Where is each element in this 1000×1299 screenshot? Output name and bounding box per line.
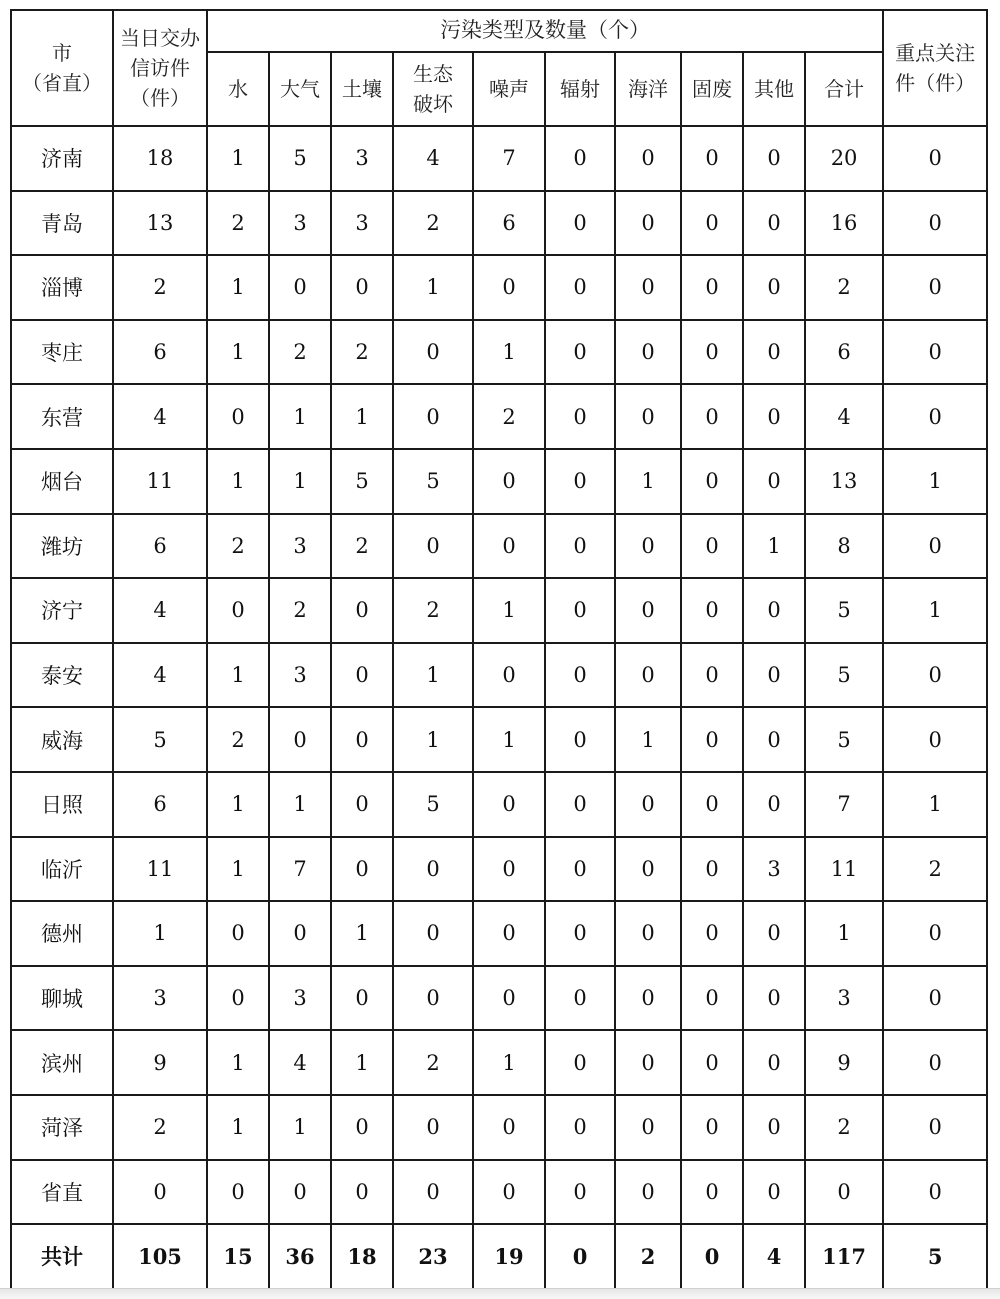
focus-count-cell: 0 — [883, 643, 987, 708]
type-count-cell: 6 — [805, 320, 883, 385]
header-row-1 — [11, 10, 987, 52]
type-count-cell: 0 — [545, 772, 615, 837]
type-count-cell: 0 — [615, 1095, 681, 1160]
type-count-cell: 0 — [681, 1160, 743, 1225]
type-count-cell: 0 — [331, 1160, 393, 1225]
header-type: 辐射 — [545, 52, 615, 126]
type-count-cell: 1 — [473, 1030, 545, 1095]
type-count-cell: 0 — [473, 1095, 545, 1160]
type-count-cell: 0 — [681, 837, 743, 902]
header-type: 合计 — [805, 52, 883, 126]
type-count-cell: 1 — [473, 320, 545, 385]
type-count-cell: 3 — [331, 126, 393, 191]
header-type: 土壤 — [331, 52, 393, 126]
type-count-cell: 23 — [393, 1224, 473, 1289]
table-row — [11, 901, 987, 966]
type-count-cell: 0 — [615, 772, 681, 837]
focus-count-cell: 0 — [883, 126, 987, 191]
header-type: 噪声 — [473, 52, 545, 126]
table-row — [11, 514, 987, 579]
type-count-cell: 1 — [473, 578, 545, 643]
type-count-cell: 0 — [615, 643, 681, 708]
type-count-cell: 0 — [393, 1160, 473, 1225]
city-cell: 临沂 — [11, 837, 113, 902]
type-count-cell: 2 — [473, 384, 545, 449]
type-count-cell: 5 — [393, 449, 473, 514]
type-count-cell: 4 — [743, 1224, 805, 1289]
type-count-cell: 2 — [393, 191, 473, 256]
daily-count-cell: 4 — [113, 578, 207, 643]
type-count-cell: 0 — [615, 320, 681, 385]
type-count-cell: 6 — [473, 191, 545, 256]
table-row — [11, 1095, 987, 1160]
type-count-cell: 0 — [473, 449, 545, 514]
type-count-cell: 1 — [743, 514, 805, 579]
type-count-cell: 0 — [331, 837, 393, 902]
type-count-cell: 0 — [681, 578, 743, 643]
daily-count-cell: 6 — [113, 772, 207, 837]
type-count-cell: 1 — [393, 643, 473, 708]
type-count-cell: 1 — [207, 320, 269, 385]
type-count-cell: 0 — [615, 1030, 681, 1095]
type-count-cell: 3 — [743, 837, 805, 902]
focus-count-cell: 0 — [883, 191, 987, 256]
type-count-cell: 0 — [681, 514, 743, 579]
type-count-cell: 1 — [207, 772, 269, 837]
page-bottom-edge — [0, 1288, 1000, 1299]
focus-count-cell: 0 — [883, 1160, 987, 1225]
type-count-cell: 0 — [743, 643, 805, 708]
type-count-cell: 0 — [545, 707, 615, 772]
table-row — [11, 1160, 987, 1225]
type-count-cell: 3 — [805, 966, 883, 1031]
focus-count-cell: 0 — [883, 514, 987, 579]
type-count-cell: 1 — [207, 449, 269, 514]
total-row — [11, 1224, 987, 1289]
type-count-cell: 5 — [269, 126, 331, 191]
type-count-cell: 36 — [269, 1224, 331, 1289]
type-count-cell: 1 — [207, 1030, 269, 1095]
focus-count-cell: 0 — [883, 901, 987, 966]
type-count-cell: 0 — [545, 191, 615, 256]
type-count-cell: 0 — [393, 1095, 473, 1160]
type-count-cell: 0 — [615, 126, 681, 191]
type-count-cell: 0 — [805, 1160, 883, 1225]
daily-count-cell: 0 — [113, 1160, 207, 1225]
type-count-cell: 0 — [743, 384, 805, 449]
type-count-cell: 19 — [473, 1224, 545, 1289]
type-count-cell: 0 — [393, 384, 473, 449]
type-count-cell: 0 — [545, 384, 615, 449]
city-cell: 共计 — [11, 1224, 113, 1289]
type-count-cell: 1 — [269, 772, 331, 837]
type-count-cell: 1 — [269, 384, 331, 449]
type-count-cell: 8 — [805, 514, 883, 579]
type-count-cell: 1 — [473, 707, 545, 772]
type-count-cell: 1 — [615, 449, 681, 514]
type-count-cell: 0 — [473, 255, 545, 320]
type-count-cell: 2 — [207, 707, 269, 772]
type-count-cell: 0 — [615, 514, 681, 579]
type-count-cell: 117 — [805, 1224, 883, 1289]
type-count-cell: 0 — [545, 966, 615, 1031]
type-count-cell: 0 — [615, 901, 681, 966]
city-cell: 德州 — [11, 901, 113, 966]
city-cell: 滨州 — [11, 1030, 113, 1095]
header-city: 市 （省直） — [11, 10, 113, 126]
type-count-cell: 0 — [331, 255, 393, 320]
type-count-cell: 0 — [615, 1160, 681, 1225]
type-count-cell: 0 — [681, 1095, 743, 1160]
focus-count-cell: 0 — [883, 255, 987, 320]
table-row — [11, 772, 987, 837]
city-cell: 日照 — [11, 772, 113, 837]
type-count-cell: 0 — [545, 126, 615, 191]
type-count-cell: 1 — [207, 643, 269, 708]
type-count-cell: 0 — [615, 384, 681, 449]
complaint-table — [10, 9, 988, 1290]
type-count-cell: 0 — [681, 320, 743, 385]
type-count-cell: 3 — [331, 191, 393, 256]
city-cell: 淄博 — [11, 255, 113, 320]
type-count-cell: 1 — [805, 901, 883, 966]
type-count-cell: 0 — [615, 191, 681, 256]
type-count-cell: 0 — [545, 1160, 615, 1225]
type-count-cell: 1 — [207, 1095, 269, 1160]
daily-count-cell: 105 — [113, 1224, 207, 1289]
type-count-cell: 0 — [743, 578, 805, 643]
type-count-cell: 0 — [615, 966, 681, 1031]
type-count-cell: 0 — [743, 966, 805, 1031]
type-count-cell: 11 — [805, 837, 883, 902]
city-cell: 聊城 — [11, 966, 113, 1031]
header-type: 生态 破坏 — [393, 52, 473, 126]
daily-count-cell: 13 — [113, 191, 207, 256]
type-count-cell: 0 — [681, 643, 743, 708]
type-count-cell: 0 — [545, 1224, 615, 1289]
type-count-cell: 0 — [331, 1095, 393, 1160]
type-count-cell: 0 — [743, 707, 805, 772]
type-count-cell: 2 — [207, 191, 269, 256]
type-count-cell: 0 — [545, 255, 615, 320]
type-count-cell: 1 — [393, 707, 473, 772]
city-cell: 烟台 — [11, 449, 113, 514]
table-row — [11, 320, 987, 385]
type-count-cell: 0 — [681, 707, 743, 772]
type-count-cell: 0 — [743, 1095, 805, 1160]
table-row — [11, 578, 987, 643]
type-count-cell: 0 — [331, 772, 393, 837]
daily-count-cell: 1 — [113, 901, 207, 966]
city-cell: 菏泽 — [11, 1095, 113, 1160]
header-focus: 重点关注 件（件） — [883, 10, 987, 126]
type-count-cell: 0 — [545, 449, 615, 514]
type-count-cell: 0 — [473, 772, 545, 837]
type-count-cell: 0 — [473, 643, 545, 708]
type-count-cell: 0 — [331, 966, 393, 1031]
type-count-cell: 0 — [743, 1030, 805, 1095]
type-count-cell: 0 — [615, 837, 681, 902]
type-count-cell: 0 — [393, 514, 473, 579]
type-count-cell: 2 — [331, 514, 393, 579]
type-count-cell: 0 — [207, 1160, 269, 1225]
type-count-cell: 0 — [393, 901, 473, 966]
daily-count-cell: 11 — [113, 449, 207, 514]
focus-count-cell: 2 — [883, 837, 987, 902]
type-count-cell: 0 — [743, 1160, 805, 1225]
type-count-cell: 7 — [805, 772, 883, 837]
type-count-cell: 0 — [331, 643, 393, 708]
city-cell: 青岛 — [11, 191, 113, 256]
city-cell: 潍坊 — [11, 514, 113, 579]
daily-count-cell: 2 — [113, 1095, 207, 1160]
type-count-cell: 0 — [207, 578, 269, 643]
type-count-cell: 0 — [743, 255, 805, 320]
header-type: 固废 — [681, 52, 743, 126]
type-count-cell: 0 — [615, 578, 681, 643]
type-count-cell: 0 — [207, 901, 269, 966]
type-count-cell: 9 — [805, 1030, 883, 1095]
focus-count-cell: 0 — [883, 1095, 987, 1160]
focus-count-cell: 1 — [883, 449, 987, 514]
type-count-cell: 1 — [207, 837, 269, 902]
type-count-cell: 0 — [473, 1160, 545, 1225]
type-count-cell: 4 — [393, 126, 473, 191]
focus-count-cell: 1 — [883, 578, 987, 643]
type-count-cell: 0 — [393, 320, 473, 385]
type-count-cell: 0 — [331, 578, 393, 643]
type-count-cell: 16 — [805, 191, 883, 256]
type-count-cell: 3 — [269, 643, 331, 708]
type-count-cell: 0 — [681, 1030, 743, 1095]
city-cell: 济南 — [11, 126, 113, 191]
type-count-cell: 4 — [269, 1030, 331, 1095]
type-count-cell: 0 — [681, 966, 743, 1031]
type-count-cell: 4 — [805, 384, 883, 449]
type-count-cell: 1 — [331, 384, 393, 449]
type-count-cell: 13 — [805, 449, 883, 514]
focus-count-cell: 0 — [883, 966, 987, 1031]
table-row — [11, 643, 987, 708]
type-count-cell: 0 — [681, 1224, 743, 1289]
type-count-cell: 0 — [545, 901, 615, 966]
type-count-cell: 0 — [743, 772, 805, 837]
type-count-cell: 2 — [331, 320, 393, 385]
type-count-cell: 1 — [207, 255, 269, 320]
header-daily: 当日交办 信访件 （件） — [113, 10, 207, 126]
type-count-cell: 2 — [805, 255, 883, 320]
type-count-cell: 0 — [681, 772, 743, 837]
daily-count-cell: 5 — [113, 707, 207, 772]
header-type: 海洋 — [615, 52, 681, 126]
type-count-cell: 0 — [207, 966, 269, 1031]
type-count-cell: 0 — [473, 837, 545, 902]
type-count-cell: 0 — [681, 901, 743, 966]
type-count-cell: 0 — [743, 901, 805, 966]
city-cell: 枣庄 — [11, 320, 113, 385]
table-row — [11, 255, 987, 320]
type-count-cell: 0 — [393, 837, 473, 902]
daily-count-cell: 4 — [113, 384, 207, 449]
daily-count-cell: 18 — [113, 126, 207, 191]
type-count-cell: 1 — [207, 126, 269, 191]
type-count-cell: 0 — [743, 191, 805, 256]
type-count-cell: 0 — [269, 255, 331, 320]
type-count-cell: 1 — [331, 1030, 393, 1095]
focus-count-cell: 0 — [883, 320, 987, 385]
type-count-cell: 1 — [269, 449, 331, 514]
table-row — [11, 126, 987, 191]
daily-count-cell: 11 — [113, 837, 207, 902]
type-count-cell: 0 — [545, 1030, 615, 1095]
focus-count-cell: 0 — [883, 384, 987, 449]
type-count-cell: 3 — [269, 191, 331, 256]
type-count-cell: 1 — [615, 707, 681, 772]
type-count-cell: 2 — [615, 1224, 681, 1289]
focus-count-cell: 0 — [883, 707, 987, 772]
type-count-cell: 0 — [545, 643, 615, 708]
type-count-cell: 0 — [681, 384, 743, 449]
type-count-cell: 0 — [331, 707, 393, 772]
type-count-cell: 1 — [331, 901, 393, 966]
type-count-cell: 5 — [805, 707, 883, 772]
type-count-cell: 0 — [681, 255, 743, 320]
type-count-cell: 0 — [473, 966, 545, 1031]
type-count-cell: 2 — [269, 320, 331, 385]
header-type: 其他 — [743, 52, 805, 126]
type-count-cell: 0 — [743, 126, 805, 191]
type-count-cell: 0 — [269, 1160, 331, 1225]
type-count-cell: 0 — [545, 514, 615, 579]
type-count-cell: 0 — [269, 901, 331, 966]
table-row — [11, 966, 987, 1031]
focus-count-cell: 1 — [883, 772, 987, 837]
type-count-cell: 0 — [681, 191, 743, 256]
header-type: 水 — [207, 52, 269, 126]
city-cell: 东营 — [11, 384, 113, 449]
type-count-cell: 5 — [805, 643, 883, 708]
type-count-cell: 0 — [743, 449, 805, 514]
table-row — [11, 837, 987, 902]
type-count-cell: 2 — [207, 514, 269, 579]
table-row — [11, 384, 987, 449]
type-count-cell: 0 — [269, 707, 331, 772]
type-count-cell: 0 — [545, 320, 615, 385]
table-row — [11, 1030, 987, 1095]
city-cell: 济宁 — [11, 578, 113, 643]
daily-count-cell: 9 — [113, 1030, 207, 1095]
type-count-cell: 0 — [743, 320, 805, 385]
type-count-cell: 20 — [805, 126, 883, 191]
type-count-cell: 7 — [269, 837, 331, 902]
type-count-cell: 2 — [269, 578, 331, 643]
table-row — [11, 449, 987, 514]
type-count-cell: 1 — [393, 255, 473, 320]
type-count-cell: 0 — [681, 449, 743, 514]
header-pollution-group: 污染类型及数量（个） — [207, 10, 883, 52]
daily-count-cell: 3 — [113, 966, 207, 1031]
table-body — [11, 126, 987, 1289]
type-count-cell: 1 — [269, 1095, 331, 1160]
daily-count-cell: 6 — [113, 320, 207, 385]
daily-count-cell: 4 — [113, 643, 207, 708]
type-count-cell: 2 — [805, 1095, 883, 1160]
type-count-cell: 0 — [545, 578, 615, 643]
focus-count-cell: 0 — [883, 1030, 987, 1095]
type-count-cell: 0 — [545, 1095, 615, 1160]
type-count-cell: 5 — [393, 772, 473, 837]
type-count-cell: 2 — [393, 1030, 473, 1095]
daily-count-cell: 2 — [113, 255, 207, 320]
type-count-cell: 0 — [393, 966, 473, 1031]
type-count-cell: 0 — [681, 126, 743, 191]
type-count-cell: 18 — [331, 1224, 393, 1289]
city-cell: 威海 — [11, 707, 113, 772]
focus-count-cell: 5 — [883, 1224, 987, 1289]
type-count-cell: 7 — [473, 126, 545, 191]
type-count-cell: 3 — [269, 966, 331, 1031]
type-count-cell: 5 — [805, 578, 883, 643]
type-count-cell: 0 — [473, 514, 545, 579]
table-row — [11, 191, 987, 256]
type-count-cell: 2 — [393, 578, 473, 643]
type-count-cell: 3 — [269, 514, 331, 579]
type-count-cell: 5 — [331, 449, 393, 514]
type-count-cell: 0 — [545, 837, 615, 902]
type-count-cell: 0 — [207, 384, 269, 449]
daily-count-cell: 6 — [113, 514, 207, 579]
header-type: 大气 — [269, 52, 331, 126]
city-cell: 泰安 — [11, 643, 113, 708]
city-cell: 省直 — [11, 1160, 113, 1225]
type-count-cell: 15 — [207, 1224, 269, 1289]
type-count-cell: 0 — [615, 255, 681, 320]
table-row — [11, 707, 987, 772]
type-count-cell: 0 — [473, 901, 545, 966]
